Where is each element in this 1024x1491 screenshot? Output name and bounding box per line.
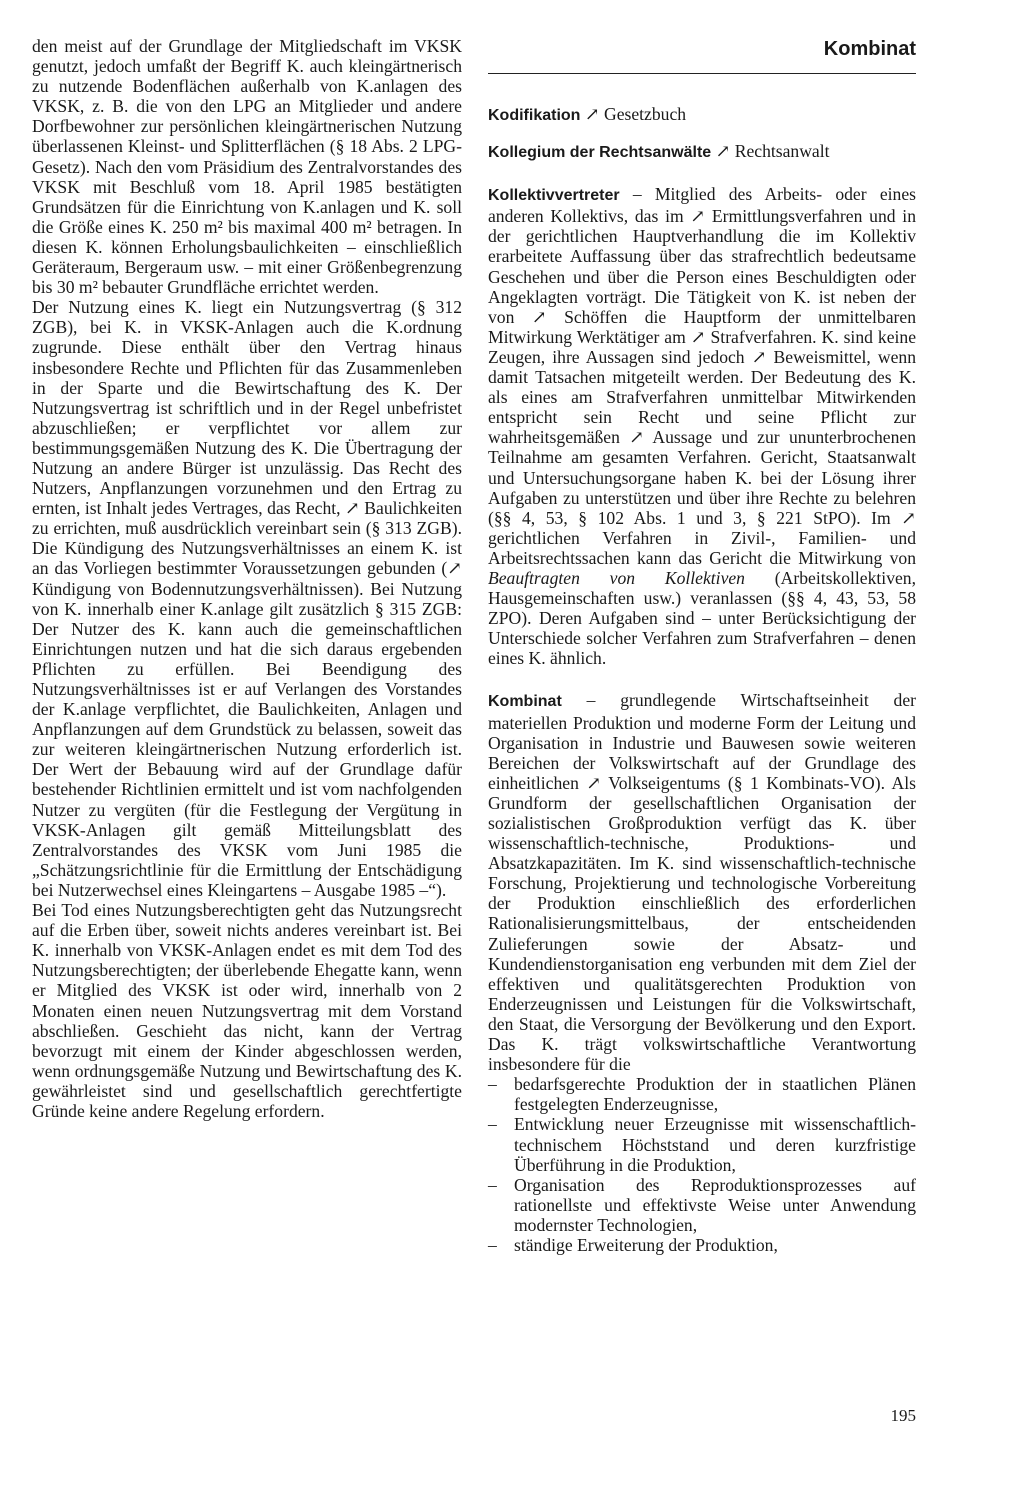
paragraph: Der Nutzung eines K. liegt ein Nutzungsvertrag (§ 312 ZGB), bei K. in VKSK-Anlagen auch die K.ordnung zugrunde. Diese enthält über den Vertrag hinaus insbesondere Rechte und Pflichten für das Zusammenleben in der Sparte und die Bewirtschaftung des K. Der Nutzungsvertrag ist schriftlich und in der Regel unbefristet abzuschließen; er verpflichtet vor allem zur bestimmungsgemäßen Nutzung des K. Die Übertragung der Nutzung an andere Bürger ist unzulässig. Das Recht des Nutzers, Anpflanzungen vorzunehmen und den Ertrag zu ernten, ist Inhalt jedes Vertrages, das Recht, ↗ Baulichkeiten zu errichten, muß ausdrücklich vereinbart sein (§ 313 ZGB). Die Kündigung des Nutzungsverhältnisses an einem K. ist an das Vorliegen bestimmter Voraussetzungen gebunden (↗ Kündigung von Bodennutzungsverhältnissen). Bei Nutzung von K. innerhalb einer K.anlage gilt zusätzlich § 315 ZGB: Der Nutzer des K. kann auch die gemeinschaftlichen Einrichtungen nutzen und hat die sich daraus ergebenden Pflichten zu erfüllen. Bei Beendigung des Nutzungsverhältnisses ist er auf Verlangen des Vorstandes der K.anlage verpflichtet, die Baulichkeiten, Anlagen und Anpflanzungen auf dem Grundstück zu belassen, soweit das zur weiteren kleingärtnerischen Nutzung erforderlich ist. Der Wert der Bebauung wird auf der Grundlage dafür bestehender Richtlinien ermittelt und ist vom nachfolgenden Nutzer zu vergüten (für die Festlegung der Vergütung in VKSK-Anlagen gilt gemäß Mitteilungsblatt des Zentralvorstandes des VKSK vom Juni 1985 die „Schätzungsrichtlinie für die Ermittlung der Entschädigung bei Nutzerwechsel eines Kleingartens – Ausgabe 1985 –“). [32,297,462,900]
list-item: – bedarfsgerechte Produktion der in staatlichen Plänen festgelegten Enderzeugnisse, [488,1074,916,1114]
entry-kombinat [488,690,916,1255]
right-column [488,104,916,1255]
left-column [32,36,462,1121]
entry-text: ↗ Rechtsanwalt [715,141,830,162]
entry-kollektivvertreter [488,184,916,668]
entry-text: – Mitglied des Arbeits- oder eines anderen Kollektivs, das im ↗ Ermittlungsverfahren und in der gerichtlichen Hauptverhandlung die im Kollektiv erarbeitete Auffassung über das strafrechtlich bedeutsame Geschehen und über die Person eines Beschuldigten oder Angeklagten vorträgt. Die Tätigkeit von K. ist neben der von ↗ Schöffen die Hauptform der unmittelbaren Mitwirkung Werktätiger am ↗ Strafverfahren. K. sind keine Zeugen, ihre Aussagen sind jedoch ↗ Beweismittel, wenn damit Tatsachen mitgeteilt werden. Der Bedeutung des K. als eines am Strafverfahren unmittelbar Mitwirkenden entspricht sein Recht und seine Pflicht zur wahrheitsgemäßen ↗ Aussage und zur ununterbrochenen Teilnahme am gesamten Verfahren. Gericht, Staatsanwalt und Untersuchungsorgane haben K. bei der Lösung ihrer Aufgaben zu unterstützen und über ihre Rechte zu belehren (§§ 4, 53, § 102 Abs. 1 und 3, § 221 StPO). Im ↗ gerichtlichen Verfahren in Zivil-, Familien- und Arbeitsrechtssachen kann das Gericht die Mitwirkung von [488,184,916,568]
entry-term: Kollektivvertreter [488,187,620,205]
header-rule [488,73,916,74]
list-item: – ständige Erweiterung der Produktion, [488,1235,916,1255]
entry-term: Kombinat [488,693,562,711]
running-header: Kombinat [823,38,916,60]
entry-term: Kollegium der Rechtsanwälte [488,144,712,162]
entry-kodifikation [488,104,916,126]
paragraph: Bei Tod eines Nutzungsberechtigten geht das Nutzungsrecht auf die Erben über, soweit nichts anderes vereinbart ist. Bei K. innerhalb von VKSK-Anlagen endet es mit dem Tod des Nutzungsberechtigten; der überlebende Ehegatte kann, wenn er Mitglied des VKSK ist oder wird, innerhalb von 2 Monaten einen neuen Nutzungsvertrag mit dem Vorstand abschließen. Geschieht das nicht, kann der Vertrag bevorzugt mit einem der Kinder abgeschlossen werden, wenn ordnungsgemäße Nutzung und Bewirtschaftung des K. gewährleistet sind und gesellschaftlich gerechtfertigte Gründe keine andere Regelung erfordern. [32,900,462,1121]
entry-text: ↗ Gesetzbuch [584,104,687,124]
entry-text: – grundlegende Wirtschaftseinheit der materiellen Produktion und moderne Form der Leitung und Organisation in Industrie und Bauwesen sowie weiteren Bereichen der Volkswirtschaft auf der Grundlage des einheitlichen ↗ Volkseigentums (§ 1 Kombinats-VO). Als Grundform der gesellschaftlichen Organisation der sozialistischen Großproduktion verfügt das K. über wissenschaftlich-technische, Produktions- und Absatzkapazitäten. Im K. sind wissenschaftlich-technische Forschung, Projektierung und technologische Vorbereitung der Produktion einschließlich des erforderlichen Rationalisierungsmittelbaus, der entscheidenden Zulieferungen sowie der Absatz- und Kundendienstorganisation eng verbunden mit dem Ziel der effektiven und qualitätsgerechten Produktion von Enderzeugnissen und Leistungen für die Volkswirtschaft, den Staat, die Versorgung der Bevölkerung und den Export. Das K. trägt volkswirtschaftliche Verantwortung insbesondere für die [488,690,916,1075]
entry-term: Kodifikation [488,107,581,124]
dash-list [488,1074,916,1255]
list-item: – Organisation des Reproduktionsprozesses auf rationellste und effektivste Weise unter Anwendung modernster Technologien, [488,1175,916,1235]
list-item: – Entwicklung neuer Erzeugnisse mit wissenschaftlich-technischem Höchststand und deren kurzfristige Überführung in die Produktion, [488,1114,916,1174]
paragraph: den meist auf der Grundlage der Mitgliedschaft im VKSK genutzt, jedoch umfaßt der Begriff K. auch kleingärtnerisch zu nutzende Bodenflächen außerhalb von K.anlagen des VKSK, z. B. die von den LPG an Mitglieder und andere Dorfbewohner zur persönlichen kleingärtnerischen Nutzung überlassenen Kleinst- und Splitterflächen (§ 18 Abs. 2 LPG-Gesetz). Nach den vom Präsidium des Zentralvorstandes des VKSK mit Beschluß vom 18. April 1985 bestätigten Grundsätzen für die Einrichtung von K.anlagen und K. soll die Größe eines K. 250 m² bis maximal 400 m² betragen. In diesen K. können Erholungsbaulichkeiten – einschließlich Geräteraum, Bergeraum usw. – mit einer Größenbegrenzung bis 30 m² bebauter Grundfläche errichtet werden. [32,36,462,298]
entry-kollegium [488,141,916,163]
entry-text: (Arbeitskollektiven, Hausgemeinschaften usw.) veranlassen (§§ 4, 43, 53, 58 ZPO). Deren Aufgaben sind – unter Berücksichtigung der Unterschiede solcher Verfahren zum Strafverfahren – denen eines K. ähnlich. [488,567,916,669]
entry-emphasis: Beauftragten von Kollektiven [488,567,745,588]
page-number: 195 [890,1406,916,1425]
